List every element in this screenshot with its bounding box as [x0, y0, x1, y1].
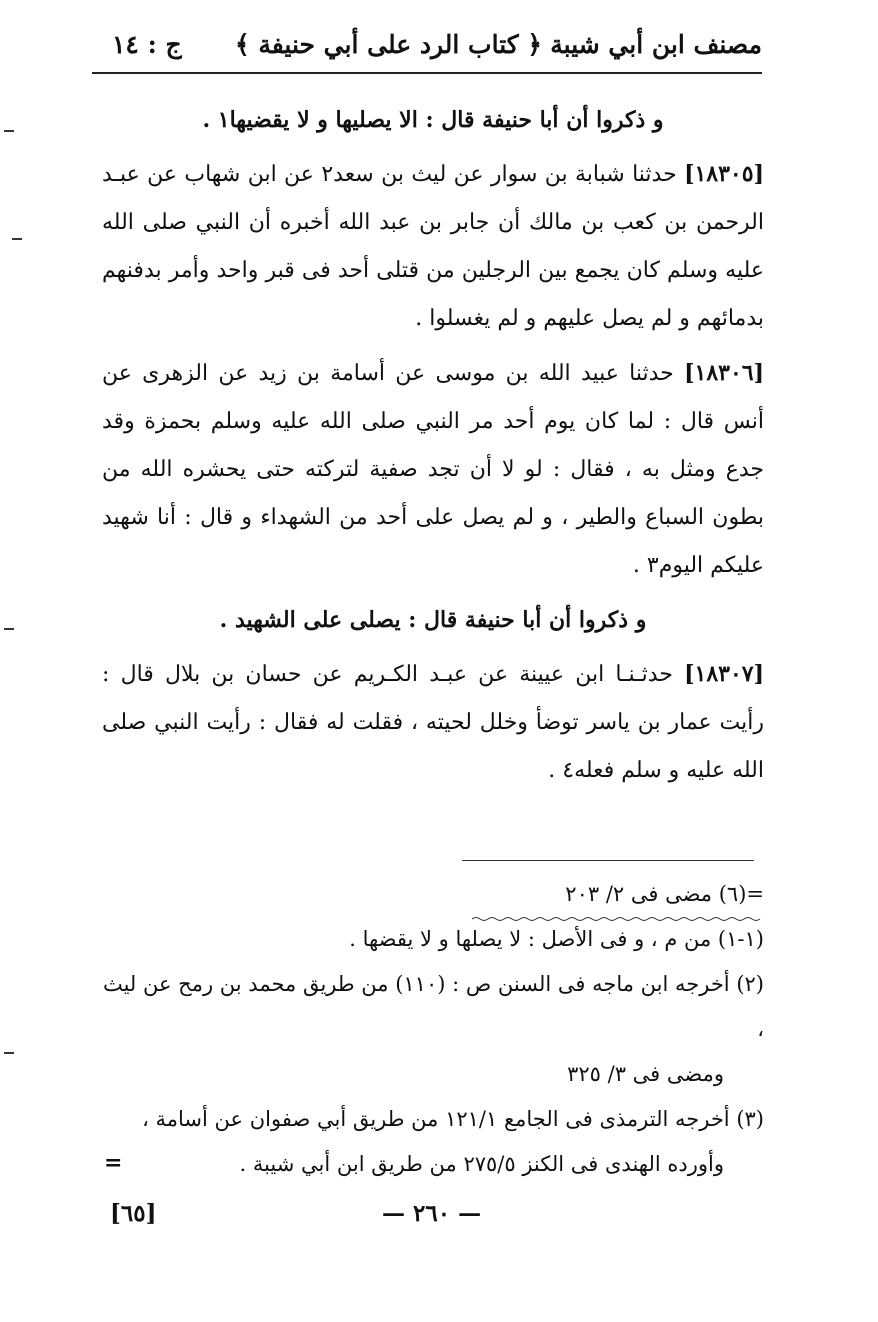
- hadith-number: [١٨٣٠٧]: [684, 661, 765, 687]
- chapter-title: ﴿ كتاب الرد على أبي حنيفة ﴾: [235, 30, 542, 59]
- intro-line: و ذكروا أن أبا حنيفة قال : الا يصليها و لا يقضيها١ .: [202, 107, 664, 133]
- footnote-3: (٣) أخرجه الترمذى فى الجامع ١٢١/١ من طريق أبي صفوان عن أسامة ،: [142, 1107, 764, 1131]
- hadith-text: حدثنا عبيد الله بن موسى عن أسامة بن زيد عن الزهرى عن أنس قال : لما كان يوم أحد مر النبي صلى الله عليه وسلم بحمزة وقد جدع ومثل به ، فقال : لو لا أن تجد صفية لتركته حتى يحشره الله من بطون السباع والطير ، و لم يصل على أحد من الشهداء و قال : أنا شهيد عليكم اليوم٣ .: [102, 361, 764, 578]
- footnote-2: (٢) أخرجه ابن ماجه فى السنن ص : (١١٠) من طريق محمد بن رمح عن ليث ،: [102, 972, 764, 1041]
- mid-line: و ذكروا أن أبا حنيفة قال : يصلى على الشهيد .: [219, 607, 647, 633]
- hadith-18307: [102, 650, 764, 795]
- hadith-18306: [102, 349, 764, 590]
- page-number: — ٢٦٠ —: [382, 1200, 482, 1227]
- hadith-number: [١٨٣٠٥]: [684, 161, 764, 187]
- margin-mark: [4, 628, 14, 630]
- wavy-rule: [472, 916, 764, 922]
- footnote-2-cont: ومضى فى ٣/ ٣٢٥: [567, 1062, 724, 1086]
- section-code: [٦٥]: [110, 1200, 157, 1227]
- continuation-mark: =: [104, 1150, 123, 1176]
- footnote-3-cont: وأورده الهندى فى الكنز ٢٧٥/٥ من طريق ابن أبي شيبة .: [239, 1152, 724, 1176]
- page-footer: [92, 1200, 762, 1240]
- hadith-text: حدثنا شبابة بن سوار عن ليث بن سعد٢ عن ابن شهاب عن عبـد الرحمن بن كعب بن مالك أن جابر بن عبد الله أخبره أن النبي صلى الله عليه وسلم كان يجمع بين الرجلين من قتلى أحد فى قبر واحد وأمر بدفنهم بدمائهم و لم يصل عليهم و لم يغسلوا .: [102, 162, 764, 331]
- main-text: [102, 96, 764, 801]
- running-header: [92, 28, 762, 68]
- margin-mark: [4, 1052, 14, 1054]
- volume-number: ج : ١٤: [112, 30, 182, 59]
- book-title: مصنف ابن أبي شيبة: [550, 30, 762, 59]
- margin-mark: [4, 130, 14, 132]
- footnote-carryover: =(٦) مضى فى ٢/ ٢٠٣: [565, 882, 764, 906]
- hadith-number: [١٨٣٠٦]: [684, 360, 765, 386]
- footnote-divider: [462, 860, 754, 861]
- hadith-18305: [102, 150, 764, 343]
- margin-mark: [12, 238, 22, 240]
- footnote-1: (١-١) من م ، و فى الأصل : لا يصلها و لا يقضها .: [349, 927, 764, 951]
- header-divider: [92, 72, 762, 74]
- hadith-text: حدثـنـا ابن عيينة عن عبـد الكـريم عن حسان بن بلال قال : رأيت عمار بن ياسر توضأ وخلل لحيته ، فقلت له فقال : رأيت النبي صلى الله عليه و سلم فعله٤ .: [102, 662, 764, 783]
- footnotes: [102, 872, 764, 1187]
